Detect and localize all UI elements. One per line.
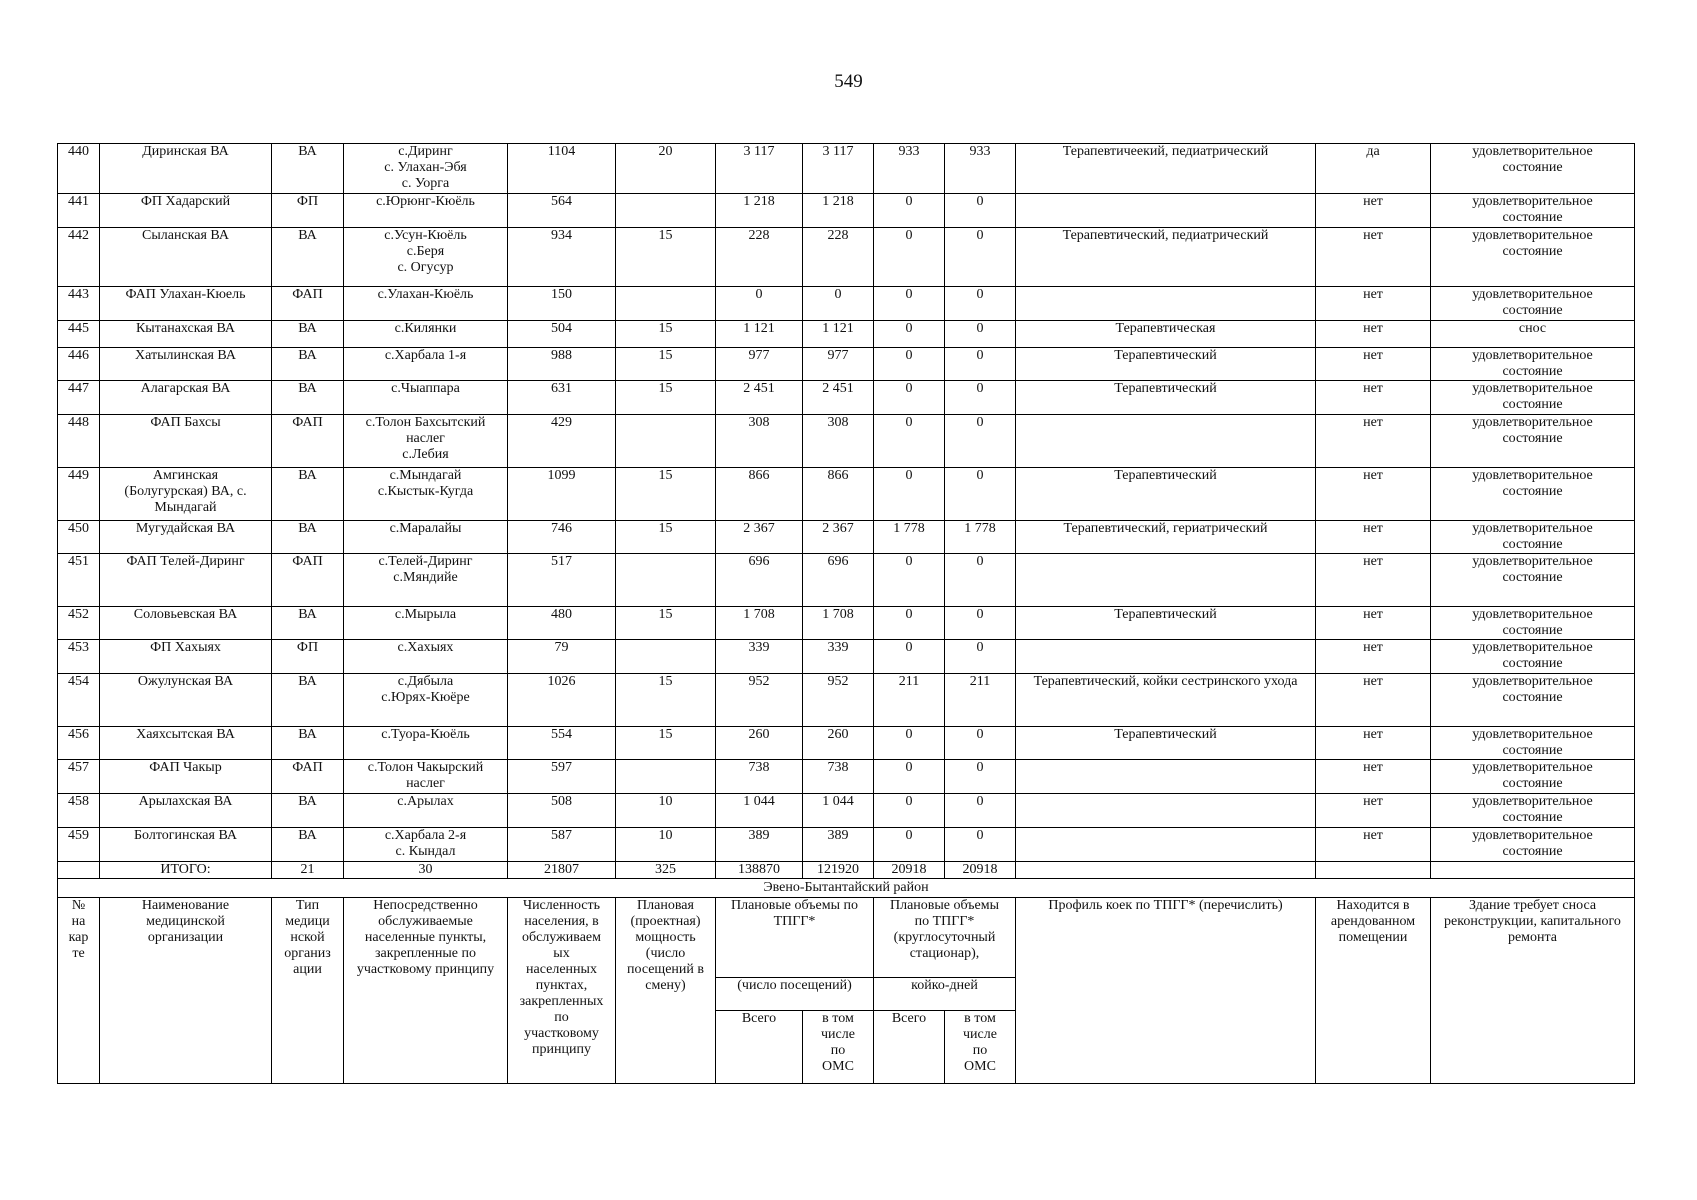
cell-name: Алагарская ВА (100, 381, 272, 415)
cell-beddays-total: 211 (874, 674, 945, 727)
cell-name: ФАП Бахсы (100, 415, 272, 468)
cell-type: ВА (272, 827, 344, 861)
cell-population: 554 (508, 727, 616, 760)
cell-type: ВА (272, 727, 344, 760)
cell-settlements: с.Туора-Кюёль (344, 727, 508, 760)
cell-type: ВА (272, 793, 344, 827)
cell-num: 447 (58, 381, 100, 415)
page-number: 549 (834, 71, 863, 92)
cell-building: удовлетворительное состояние (1431, 793, 1635, 827)
cell-visits-total: 3 117 (716, 144, 803, 194)
cell-num: 449 (58, 468, 100, 521)
cell-beddays-total: 0 (874, 640, 945, 674)
cell-rented: нет (1316, 640, 1431, 674)
cell-beddays-oms: 0 (945, 760, 1016, 794)
cell-population: 150 (508, 287, 616, 321)
cell-rented: нет (1316, 415, 1431, 468)
cell-beddays-oms: 0 (945, 727, 1016, 760)
table-row (58, 521, 1635, 554)
cell-population: 480 (508, 607, 616, 640)
cell-capacity (616, 640, 716, 674)
cell-type: ФАП (272, 760, 344, 794)
cell-num: 457 (58, 760, 100, 794)
cell-population: 504 (508, 321, 616, 348)
cell-visits-total: 260 (716, 727, 803, 760)
cell-beddays-total: 0 (874, 227, 945, 287)
header-type: Тип медици нской организ ации (272, 897, 344, 1084)
cell-population: 517 (508, 554, 616, 607)
total-cell-building (1431, 861, 1635, 878)
cell-visits-total: 738 (716, 760, 803, 794)
table-row (58, 194, 1635, 228)
total-cell-visits-total: 138870 (716, 861, 803, 878)
cell-name: Арылахская ВА (100, 793, 272, 827)
table-row (58, 760, 1635, 794)
cell-visits-total: 2 451 (716, 381, 803, 415)
cell-beddays-total: 0 (874, 348, 945, 381)
cell-visits-total: 308 (716, 415, 803, 468)
cell-rented: нет (1316, 727, 1431, 760)
cell-rented: нет (1316, 674, 1431, 727)
cell-capacity (616, 194, 716, 228)
cell-settlements: с.Арылах (344, 793, 508, 827)
header-visits-oms: в том числе по ОМС (803, 1010, 874, 1084)
cell-population: 746 (508, 521, 616, 554)
cell-visits-oms: 2 451 (803, 381, 874, 415)
total-cell-visits-oms: 121920 (803, 861, 874, 878)
cell-beddays-oms: 933 (945, 144, 1016, 194)
cell-beddays-oms: 0 (945, 607, 1016, 640)
cell-capacity: 15 (616, 607, 716, 640)
cell-num: 456 (58, 727, 100, 760)
cell-beddays-oms: 0 (945, 227, 1016, 287)
cell-visits-total: 1 044 (716, 793, 803, 827)
cell-type: ФАП (272, 554, 344, 607)
cell-capacity (616, 287, 716, 321)
total-cell-name: ИТОГО: (100, 861, 272, 878)
cell-building: удовлетворительное состояние (1431, 381, 1635, 415)
cell-type: ВА (272, 381, 344, 415)
cell-settlements: с.Толон Бахсытский наслег с.Лебия (344, 415, 508, 468)
cell-population: 934 (508, 227, 616, 287)
total-cell-beddays-oms: 20918 (945, 861, 1016, 878)
header-settlements: Непосредственно обслуживаемые населенные пункты, закрепленные по участковому принципу (344, 897, 508, 1084)
total-cell-settlements: 30 (344, 861, 508, 878)
cell-visits-oms: 738 (803, 760, 874, 794)
cell-population: 429 (508, 415, 616, 468)
section-row (58, 878, 1635, 897)
cell-building: удовлетворительное состояние (1431, 760, 1635, 794)
cell-name: Хатылинская ВА (100, 348, 272, 381)
cell-capacity: 15 (616, 521, 716, 554)
cell-num: 440 (58, 144, 100, 194)
cell-bed-profile: Терапевтический, гериатрический (1016, 521, 1316, 554)
cell-visits-oms: 1 044 (803, 793, 874, 827)
cell-name: ФАП Чакыр (100, 760, 272, 794)
cell-visits-total: 1 218 (716, 194, 803, 228)
cell-bed-profile: Терапевтический (1016, 381, 1316, 415)
cell-capacity: 15 (616, 381, 716, 415)
header-beddays-unit: койко-дней (874, 977, 1016, 1010)
cell-beddays-oms: 0 (945, 287, 1016, 321)
table-row (58, 607, 1635, 640)
cell-population: 631 (508, 381, 616, 415)
cell-rented: нет (1316, 827, 1431, 861)
cell-bed-profile: Терапевтический (1016, 468, 1316, 521)
header-visits-total: Всего (716, 1010, 803, 1084)
cell-type: ВА (272, 521, 344, 554)
cell-name: Ожулунская ВА (100, 674, 272, 727)
cell-visits-oms: 977 (803, 348, 874, 381)
cell-settlements: с.Толон Чакырский наслег (344, 760, 508, 794)
cell-num: 441 (58, 194, 100, 228)
cell-visits-oms: 1 218 (803, 194, 874, 228)
cell-name: Кытанахская ВА (100, 321, 272, 348)
cell-beddays-oms: 0 (945, 321, 1016, 348)
cell-num: 454 (58, 674, 100, 727)
cell-rented: нет (1316, 793, 1431, 827)
cell-population: 564 (508, 194, 616, 228)
table-row (58, 468, 1635, 521)
cell-capacity (616, 760, 716, 794)
header-visits-group: Плановые объемы по ТПГГ* (716, 897, 874, 977)
data-table (57, 143, 1635, 1084)
cell-num: 452 (58, 607, 100, 640)
cell-building: удовлетворительное состояние (1431, 554, 1635, 607)
cell-name: Соловьевская ВА (100, 607, 272, 640)
cell-num: 450 (58, 521, 100, 554)
cell-building: удовлетворительное состояние (1431, 607, 1635, 640)
table-row (58, 827, 1635, 861)
cell-settlements: с.Мырыла (344, 607, 508, 640)
cell-num: 442 (58, 227, 100, 287)
cell-settlements: с.Чыаппара (344, 381, 508, 415)
cell-building: удовлетворительное состояние (1431, 727, 1635, 760)
header-capacity: Плановая (проектная) мощность (число посещений в смену) (616, 897, 716, 1084)
cell-population: 1026 (508, 674, 616, 727)
cell-capacity: 15 (616, 227, 716, 287)
cell-beddays-oms: 0 (945, 194, 1016, 228)
header-rented: Находится в арендованном помещении (1316, 897, 1431, 1084)
cell-capacity: 15 (616, 674, 716, 727)
table-footer-and-header (58, 861, 1635, 1084)
cell-bed-profile (1016, 554, 1316, 607)
cell-beddays-oms: 211 (945, 674, 1016, 727)
cell-rented: нет (1316, 760, 1431, 794)
cell-bed-profile: Терапевтическая (1016, 321, 1316, 348)
header-population: Численность населения, в обслуживаем ых населенных пунктах, закрепленных по участковому принципу (508, 897, 616, 1084)
cell-settlements: с.Юрюнг-Кюёль (344, 194, 508, 228)
cell-num: 448 (58, 415, 100, 468)
cell-population: 79 (508, 640, 616, 674)
cell-capacity (616, 415, 716, 468)
cell-visits-total: 228 (716, 227, 803, 287)
cell-capacity: 15 (616, 727, 716, 760)
table-row (58, 321, 1635, 348)
cell-beddays-total: 0 (874, 607, 945, 640)
table-row (58, 727, 1635, 760)
cell-rented: нет (1316, 381, 1431, 415)
cell-beddays-total: 0 (874, 827, 945, 861)
cell-building: удовлетворительное состояние (1431, 144, 1635, 194)
cell-settlements: с.Харбала 2-я с. Кындал (344, 827, 508, 861)
cell-num: 459 (58, 827, 100, 861)
cell-settlements: с.Хахыях (344, 640, 508, 674)
cell-type: ВА (272, 227, 344, 287)
cell-beddays-oms: 0 (945, 554, 1016, 607)
cell-rented: нет (1316, 554, 1431, 607)
cell-visits-total: 1 121 (716, 321, 803, 348)
cell-beddays-total: 0 (874, 727, 945, 760)
cell-beddays-oms: 1 778 (945, 521, 1016, 554)
total-cell-rented (1316, 861, 1431, 878)
cell-name: ФАП Улахан-Кюель (100, 287, 272, 321)
cell-bed-profile (1016, 194, 1316, 228)
cell-beddays-oms: 0 (945, 468, 1016, 521)
cell-capacity: 20 (616, 144, 716, 194)
cell-population: 587 (508, 827, 616, 861)
cell-building: удовлетворительное состояние (1431, 287, 1635, 321)
table-body (58, 144, 1635, 862)
cell-building: удовлетворительное состояние (1431, 348, 1635, 381)
cell-name: Болтогинская ВА (100, 827, 272, 861)
cell-rented: нет (1316, 348, 1431, 381)
table-row (58, 348, 1635, 381)
cell-type: ФП (272, 640, 344, 674)
header-num: № на кар те (58, 897, 100, 1084)
cell-building: удовлетворительное состояние (1431, 521, 1635, 554)
cell-visits-oms: 228 (803, 227, 874, 287)
cell-building: снос (1431, 321, 1635, 348)
header-building: Здание требует сноса реконструкции, капитального ремонта (1431, 897, 1635, 1084)
cell-rented: нет (1316, 194, 1431, 228)
cell-rented: нет (1316, 227, 1431, 287)
cell-name: Хаяхсытская ВА (100, 727, 272, 760)
total-cell-beddays-total: 20918 (874, 861, 945, 878)
cell-bed-profile: Терапевтический (1016, 348, 1316, 381)
cell-beddays-total: 0 (874, 760, 945, 794)
cell-visits-total: 389 (716, 827, 803, 861)
cell-settlements: с.Телей-Диринг с.Мяндийе (344, 554, 508, 607)
cell-population: 508 (508, 793, 616, 827)
cell-rented: нет (1316, 607, 1431, 640)
cell-population: 1099 (508, 468, 616, 521)
total-row (58, 861, 1635, 878)
cell-name: Амгинская (Болугурская) ВА, с. Мындагай (100, 468, 272, 521)
cell-building: удовлетворительное состояние (1431, 640, 1635, 674)
cell-visits-oms: 339 (803, 640, 874, 674)
header-beddays-group: Плановые объемы по ТПГГ* (круглосуточный стационар), (874, 897, 1016, 977)
cell-visits-oms: 1 121 (803, 321, 874, 348)
cell-bed-profile: Терапевтический, койки сестринского ухода (1016, 674, 1316, 727)
cell-num: 451 (58, 554, 100, 607)
cell-visits-total: 952 (716, 674, 803, 727)
cell-visits-oms: 3 117 (803, 144, 874, 194)
table-row (58, 144, 1635, 194)
cell-rented: нет (1316, 321, 1431, 348)
cell-visits-oms: 696 (803, 554, 874, 607)
header-row (58, 897, 1635, 977)
table-row (58, 227, 1635, 287)
table-row (58, 674, 1635, 727)
table-row (58, 381, 1635, 415)
cell-bed-profile: Терапевтический (1016, 727, 1316, 760)
cell-bed-profile (1016, 760, 1316, 794)
cell-num: 445 (58, 321, 100, 348)
cell-name: Сыланская ВА (100, 227, 272, 287)
total-cell-capacity: 325 (616, 861, 716, 878)
cell-settlements: с.Харбала 1-я (344, 348, 508, 381)
cell-name: ФАП Телей-Диринг (100, 554, 272, 607)
cell-capacity: 15 (616, 321, 716, 348)
cell-capacity: 10 (616, 793, 716, 827)
cell-visits-total: 339 (716, 640, 803, 674)
header-name: Наименование медицинской организации (100, 897, 272, 1084)
cell-name: ФП Хадарский (100, 194, 272, 228)
cell-type: ВА (272, 321, 344, 348)
total-cell-num (58, 861, 100, 878)
cell-num: 443 (58, 287, 100, 321)
cell-visits-oms: 0 (803, 287, 874, 321)
cell-visits-total: 866 (716, 468, 803, 521)
cell-capacity: 15 (616, 348, 716, 381)
cell-name: Мугудайская ВА (100, 521, 272, 554)
cell-visits-oms: 866 (803, 468, 874, 521)
cell-settlements: с.Диринг с. Улахан-Эбя с. Уорга (344, 144, 508, 194)
cell-visits-oms: 308 (803, 415, 874, 468)
cell-visits-total: 1 708 (716, 607, 803, 640)
cell-type: ВА (272, 468, 344, 521)
cell-type: ФАП (272, 415, 344, 468)
cell-beddays-total: 0 (874, 287, 945, 321)
cell-beddays-oms: 0 (945, 793, 1016, 827)
cell-bed-profile (1016, 793, 1316, 827)
cell-visits-oms: 260 (803, 727, 874, 760)
cell-settlements: с.Мындагай с.Кыстык-Кугда (344, 468, 508, 521)
cell-settlements: с.Маралайы (344, 521, 508, 554)
cell-bed-profile (1016, 287, 1316, 321)
table-row (58, 793, 1635, 827)
cell-beddays-total: 0 (874, 468, 945, 521)
cell-visits-total: 977 (716, 348, 803, 381)
cell-bed-profile: Терапевтичеекий, педиатрический (1016, 144, 1316, 194)
header-beddays-oms: в том числе по ОМС (945, 1010, 1016, 1084)
cell-population: 988 (508, 348, 616, 381)
cell-beddays-oms: 0 (945, 381, 1016, 415)
cell-rented: нет (1316, 521, 1431, 554)
cell-population: 597 (508, 760, 616, 794)
cell-building: удовлетворительное состояние (1431, 415, 1635, 468)
cell-beddays-total: 0 (874, 415, 945, 468)
cell-beddays-total: 933 (874, 144, 945, 194)
cell-name: Диринская ВА (100, 144, 272, 194)
cell-type: ВА (272, 607, 344, 640)
header-bed-profile: Профиль коек по ТПГГ* (перечислить) (1016, 897, 1316, 1084)
cell-bed-profile (1016, 415, 1316, 468)
header-beddays-total: Всего (874, 1010, 945, 1084)
cell-capacity: 15 (616, 468, 716, 521)
cell-type: ФП (272, 194, 344, 228)
cell-beddays-total: 1 778 (874, 521, 945, 554)
cell-settlements: с.Килянки (344, 321, 508, 348)
cell-visits-oms: 2 367 (803, 521, 874, 554)
cell-type: ВА (272, 144, 344, 194)
cell-building: удовлетворительное состояние (1431, 674, 1635, 727)
total-cell-bed-profile (1016, 861, 1316, 878)
cell-building: удовлетворительное состояние (1431, 194, 1635, 228)
cell-num: 446 (58, 348, 100, 381)
cell-visits-total: 696 (716, 554, 803, 607)
cell-bed-profile: Терапевтический (1016, 607, 1316, 640)
cell-visits-oms: 389 (803, 827, 874, 861)
table-row (58, 554, 1635, 607)
cell-bed-profile (1016, 640, 1316, 674)
cell-visits-oms: 952 (803, 674, 874, 727)
cell-rented: нет (1316, 468, 1431, 521)
cell-rented: да (1316, 144, 1431, 194)
cell-beddays-total: 0 (874, 194, 945, 228)
cell-settlements: с.Усун-Кюёль с.Беря с. Огусур (344, 227, 508, 287)
table-row (58, 640, 1635, 674)
cell-name: ФП Хахыях (100, 640, 272, 674)
cell-beddays-oms: 0 (945, 415, 1016, 468)
section-title: Эвено-Бытантайский район (58, 878, 1635, 897)
cell-beddays-total: 0 (874, 793, 945, 827)
cell-visits-total: 0 (716, 287, 803, 321)
cell-visits-total: 2 367 (716, 521, 803, 554)
table-row (58, 415, 1635, 468)
cell-settlements: с.Дябыла с.Юрях-Кюёре (344, 674, 508, 727)
cell-beddays-total: 0 (874, 554, 945, 607)
cell-type: ВА (272, 674, 344, 727)
cell-building: удовлетворительное состояние (1431, 468, 1635, 521)
header-visits-unit: (число посещений) (716, 977, 874, 1010)
cell-beddays-oms: 0 (945, 827, 1016, 861)
total-cell-type: 21 (272, 861, 344, 878)
cell-rented: нет (1316, 287, 1431, 321)
cell-num: 453 (58, 640, 100, 674)
cell-bed-profile (1016, 827, 1316, 861)
cell-population: 1104 (508, 144, 616, 194)
cell-beddays-total: 0 (874, 321, 945, 348)
cell-bed-profile: Терапевтический, педиатрический (1016, 227, 1316, 287)
cell-type: ФАП (272, 287, 344, 321)
cell-visits-oms: 1 708 (803, 607, 874, 640)
cell-type: ВА (272, 348, 344, 381)
cell-building: удовлетворительное состояние (1431, 827, 1635, 861)
cell-capacity: 10 (616, 827, 716, 861)
cell-num: 458 (58, 793, 100, 827)
cell-beddays-oms: 0 (945, 348, 1016, 381)
cell-capacity (616, 554, 716, 607)
cell-beddays-oms: 0 (945, 640, 1016, 674)
cell-settlements: с.Улахан-Кюёль (344, 287, 508, 321)
cell-building: удовлетворительное состояние (1431, 227, 1635, 287)
table-row (58, 287, 1635, 321)
total-cell-population: 21807 (508, 861, 616, 878)
cell-beddays-total: 0 (874, 381, 945, 415)
